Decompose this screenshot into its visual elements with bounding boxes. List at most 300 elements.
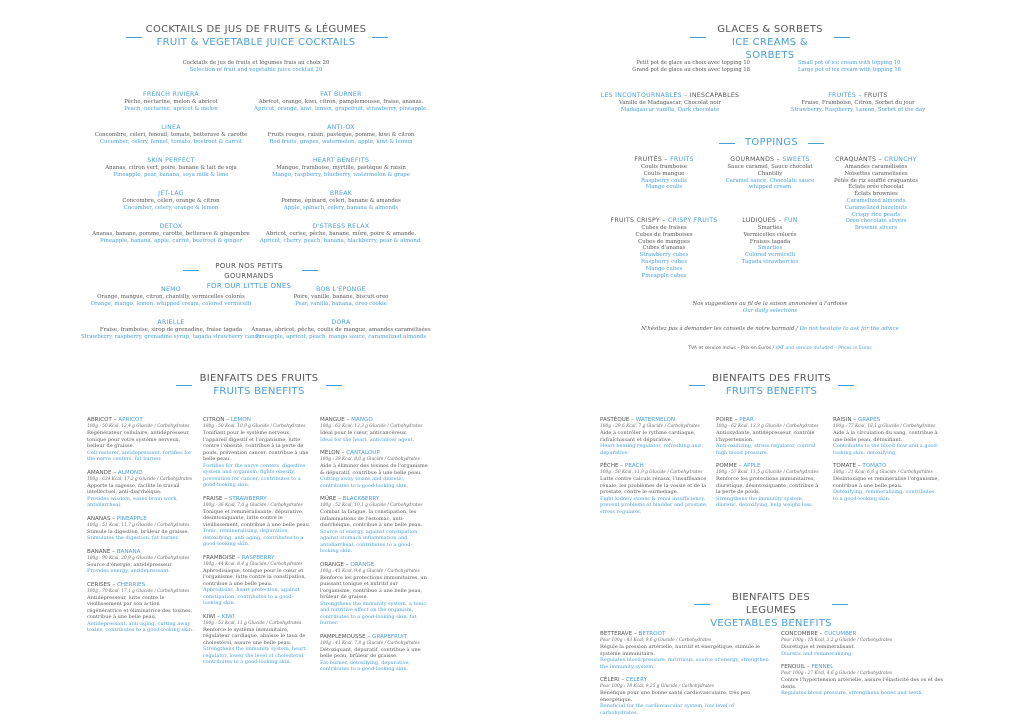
cocktail-item bbox=[246, 223, 436, 245]
vegetable-column bbox=[781, 630, 951, 703]
separator: – bbox=[235, 554, 242, 561]
divider bbox=[719, 143, 735, 144]
benefit-kcal: 100g : 29,6 Kcal, 7 g Glucide / Carbohydrates bbox=[600, 424, 700, 429]
divider bbox=[302, 270, 318, 271]
benefit-kcal: 100g : 50 Kcal, 11,9 g Glucide / Carbohydrates bbox=[600, 470, 703, 475]
benefit-entry bbox=[203, 416, 311, 489]
divider bbox=[808, 143, 824, 144]
kids-fr: Orange, mangue, citron, chantilly, vermicelles colorés bbox=[97, 294, 245, 300]
fruites: FRUITÉS – FRUITS Fraise, Framboise, Citron, Sorbet du jour Strawberry, Raspberry, Lemon, Sorbet of the day bbox=[788, 92, 928, 114]
divider bbox=[690, 37, 706, 38]
topping-title bbox=[609, 156, 719, 164]
topping-line-en: Tagada strawberries bbox=[741, 258, 799, 265]
vegetable-kcal: Pour 100g : 27 Kcal, 4,6 g Glucide / Carbohydrates bbox=[781, 671, 893, 676]
benefit-desc-en: Stimulates the digestion, fat burner. bbox=[87, 535, 179, 541]
cocktail-en: Apricot, cherry, peach, banana, blackberry, pear & almond. bbox=[259, 237, 423, 244]
vegetable-name-fr: CÉLERI bbox=[600, 677, 620, 683]
cocktail-name: FAT BURNER bbox=[320, 91, 362, 98]
benefit-name-fr: POIRE bbox=[716, 417, 733, 423]
topping-line-en: Smarties bbox=[757, 245, 783, 252]
topping-group bbox=[715, 217, 825, 266]
benefit-name-en: APPLE bbox=[743, 463, 761, 469]
topping-line-fr: Éclats brownies bbox=[854, 191, 898, 198]
benefit-entry bbox=[833, 462, 941, 502]
divider bbox=[694, 604, 710, 605]
benefit-kcal: 100g : 36 Kcal, 7,0 g Glucide / Carbohydrates bbox=[203, 502, 303, 508]
benefit-desc-fr: Idéal pour le cœur, anticancéreux. bbox=[320, 430, 408, 436]
separator: – bbox=[774, 156, 783, 163]
cocktail-name: D'STRESS RELAX bbox=[312, 223, 370, 230]
advice-fr: N'hésitez pas à demander les conseils de notre barmaid bbox=[641, 326, 795, 332]
benefit-name-en: TOMATO bbox=[862, 463, 887, 469]
divider bbox=[838, 385, 854, 386]
benefit-kcal: 100g : 57 Kcal, 11,5 g Glucide / Carbohydrates bbox=[716, 470, 819, 475]
benefit-title bbox=[320, 416, 428, 424]
benefit-name-fr: MELON bbox=[320, 450, 340, 456]
cocktail-fr: Pêche, nectarine, melon & abricot bbox=[124, 99, 218, 105]
benefit-title bbox=[716, 462, 824, 470]
benefit-name-fr: MÛRE bbox=[320, 496, 337, 502]
benefit-name-fr: CITRON bbox=[203, 417, 225, 423]
topping-line-fr: Cubes de framboises bbox=[635, 231, 693, 238]
divider bbox=[834, 37, 850, 38]
benefit-kcal: 100g : 52 Kcal, 10,1 g Glucide / Carbohydrates bbox=[320, 503, 423, 508]
benefit-name-fr: RAISIN bbox=[833, 417, 852, 423]
benefit-name-en: ALMOND bbox=[117, 469, 143, 476]
benefit-desc-fr: Détoxiquant, dépuratif, contribue à une belle peau, brûleur de graisse. bbox=[320, 646, 421, 659]
benefit-name-en: CHERRIES bbox=[116, 581, 146, 588]
cocktail-en: Apple, spinach, celery, banana & almonds bbox=[283, 204, 399, 211]
fruits-line-fr: Fraise, Framboise, Citron, Sorbet du jour bbox=[801, 100, 915, 106]
benefit-desc-fr: Tonique et reminéralisante, dépurative, désintoxiquante, lutte contre le vieillissement, contribue à une belle peau. bbox=[203, 508, 311, 528]
cocktail-name: ANTI-OX bbox=[327, 124, 355, 131]
benefit-name-fr: FRAISE bbox=[203, 495, 223, 502]
benefit-desc-fr: Source d'énergie, antidépresseur. bbox=[87, 561, 173, 568]
kids-name: ARIELLE bbox=[157, 319, 185, 326]
separator: – bbox=[660, 217, 668, 224]
topping-line-fr: Coulis mangue bbox=[643, 170, 685, 177]
vegetable-entry bbox=[781, 630, 951, 657]
cocktails-title-fr: COCKTAILS DE JUS DE FRUITS & LÉGUMES bbox=[145, 24, 367, 35]
benefit-name-en: GRAPEFRUIT bbox=[372, 633, 408, 640]
cocktail-fr: Fruits rouges, raisin, pastèque, pomme, kiwi & citron bbox=[267, 132, 415, 138]
incontournables: LES INCONTOURNABLES – INESCAPABLES Vanille de Madagascar, Chocolat noir Madagascar vanilla, Dark chocolate bbox=[600, 92, 740, 113]
separator: – bbox=[851, 417, 858, 423]
vegetable-title bbox=[600, 630, 770, 638]
topping-title-fr: CRAQUANTS bbox=[835, 156, 877, 163]
benefit-desc-fr: Combat la fatigue, la constipation, les inflammations de l'estomac, anti-diarrhéique, contribue à une belle peau. bbox=[320, 509, 423, 528]
fruits-benefits-heading-2 bbox=[705, 372, 838, 398]
separator: – bbox=[776, 217, 785, 224]
benefit-desc-en: Detoxifying, remineralizing, contributes to a good-looking skin. bbox=[833, 489, 935, 502]
topping-line-fr: Vermicelles colorés bbox=[743, 231, 797, 238]
benefit-entry bbox=[203, 495, 311, 548]
benefit-desc-en: Source of energy, against constipation, against stomach inflammation and antidiarrheal, contributes to a good-looking skin. bbox=[320, 528, 419, 554]
benefit-kcal: 100g : 45 Kcal, 9,4 g Glucide / Carbohydrates bbox=[320, 568, 420, 574]
vegetable-kcal: Pour 100g : 15 Kcal, 3,2 g Glucide / Carbohydrates bbox=[781, 638, 893, 643]
vegetable-desc-en: Diuretic and remineralizing. bbox=[781, 650, 853, 657]
benefit-name-en: PEACH bbox=[624, 463, 644, 469]
topping-title-fr: FRUITÉS bbox=[634, 156, 663, 163]
separator: – bbox=[110, 515, 117, 522]
benefit-title bbox=[600, 462, 708, 470]
benefit-title bbox=[203, 495, 311, 503]
benefit-entry bbox=[203, 554, 311, 607]
benefits-title-en-2: FRUITS BENEFITS bbox=[725, 386, 818, 397]
vegetable-name-fr: CONCOMBRE bbox=[781, 631, 818, 637]
benefit-name-fr: PÊCHE bbox=[600, 463, 619, 469]
benefit-entry bbox=[320, 633, 428, 673]
cocktail-item bbox=[76, 190, 266, 212]
topping-group bbox=[715, 156, 825, 191]
benefit-entry bbox=[320, 495, 428, 555]
benefit-name-fr: AMANDE bbox=[87, 469, 112, 476]
benefit-kcal: 100g : 44 Kcal, 8,4 g Glucide / Carbohydrates bbox=[203, 561, 303, 567]
cocktail-name: DETOX bbox=[159, 223, 183, 230]
benefit-name-fr: ANANAS bbox=[87, 515, 111, 522]
topping-line-fr: Pétés de riz soufflé craquantes bbox=[833, 177, 919, 184]
cocktail-fr: Abricot, cerise, pêche, banane, mûre, poire & amande. bbox=[265, 231, 417, 237]
benefit-desc-en: Cell restorer, antidepressant, fortifies for the nerve centers, fat burner. bbox=[87, 449, 192, 462]
benefit-entry bbox=[87, 416, 195, 463]
benefit-kcal: 100g : 70 Kcal, 17,1 g Glucide / Carbohydrates bbox=[87, 588, 190, 594]
benefit-title bbox=[203, 613, 311, 621]
toppings-heading bbox=[735, 136, 808, 149]
benefit-desc-fr: Antioxydante, antidépresseur, contrôle l'hypertension. bbox=[716, 430, 815, 443]
benefit-entry bbox=[716, 462, 824, 509]
tax-fr: TVA et service inclus – Prix en Euros bbox=[688, 346, 772, 351]
benefit-title bbox=[320, 561, 428, 569]
benefit-name-en: STRAWBERRY bbox=[228, 495, 267, 502]
topping-line-en: Crispy rice pearls bbox=[851, 211, 901, 218]
cocktail-fr: Mangue, framboise, myrtille, pastèque & raisin bbox=[276, 165, 406, 171]
separator: – bbox=[817, 631, 825, 637]
topping-line-en: Colored vermicelli bbox=[744, 252, 796, 259]
cocktail-item bbox=[76, 157, 266, 179]
benefit-name-en: ORANGE bbox=[350, 561, 375, 568]
separator: – bbox=[736, 463, 744, 469]
topping-line-en: Caramelized almonds bbox=[846, 197, 906, 204]
topping-line-en: Strawberry cubes bbox=[639, 252, 689, 259]
topping-title-en: CRUNCHY bbox=[884, 156, 917, 163]
vegetable-desc-fr: Bénéfique pour une bonne santé cardiovasculaire, très peu énergétique. bbox=[600, 690, 751, 703]
separator: – bbox=[876, 156, 885, 163]
benefit-column bbox=[833, 416, 941, 508]
benefit-name-en: BANANA bbox=[116, 548, 141, 555]
benefit-desc-en: Fight kidney stones & renal insufficiency, prevent problems of bladder and prostate, stress regulator. bbox=[600, 495, 708, 515]
separator: – bbox=[224, 417, 231, 423]
separator: – bbox=[110, 548, 117, 555]
benefit-entry bbox=[87, 581, 195, 634]
cocktail-item bbox=[246, 91, 436, 113]
kids-en: Pineapple, apricot, peach, mango sauce, caramelized almonds bbox=[255, 333, 427, 340]
benefit-entry bbox=[716, 416, 824, 456]
small-pot-fr: Petit pot de glace au choix avec topping 10 bbox=[636, 60, 750, 66]
benefit-kcal: 100g : 21 Kcal, 6,6 g Glucide / Carbohydrates bbox=[833, 470, 933, 475]
benefit-desc-en: Tonic, remineralising, depurative, detoxifying, anti-aging, contributes to a good-looking skin. bbox=[203, 528, 304, 547]
benefit-column bbox=[600, 416, 708, 521]
separator: – bbox=[215, 613, 222, 620]
kids-item bbox=[76, 319, 266, 341]
benefit-kcal: 100g : 41 Kcal, 7,8 g Glucide / Carbohydrates bbox=[320, 640, 420, 646]
intro-fr: Cocktails de jus de fruits et légumes frais au choix 20 bbox=[182, 60, 330, 66]
legumes-title-fr: BIENFAITS DES LEGUMES bbox=[731, 592, 811, 616]
benefit-desc-fr: Apporte la sagesse, facilite le travail intellectuel, anti-diarrhéique. bbox=[87, 482, 180, 495]
benefit-entry bbox=[600, 462, 708, 515]
incon-line-fr: Vanille de Madagascar, Chocolat noir bbox=[619, 100, 721, 106]
benefit-name-fr: PASTÈQUE bbox=[600, 417, 630, 423]
topping-line-fr: Sauce caramel, Sauce chocolat bbox=[727, 164, 813, 170]
benefit-desc-en: Strengthens the immunity system, a tonic and nutritive effect on the organism, contributes to a good-looking skin, fat burner. bbox=[320, 600, 427, 626]
ice-title-en: ICE CREAMS & SORBETS bbox=[731, 37, 809, 61]
kids-en: Orange, mango, lemon, whipped cream, colored vermicelli bbox=[90, 300, 252, 307]
benefit-desc-fr: Renforce le système immunitaire, régulateur cardiaque, abaisse le taux de cholestérol, assure une belle peau. bbox=[203, 626, 306, 646]
cocktail-item bbox=[76, 124, 266, 146]
benefit-desc-en: Anti-oxidizing, stress regulator, control high blood pressure. bbox=[716, 443, 816, 456]
advice-note: N'hésitez pas à demander les conseils de notre barmaid / Do not hesitate to ask for the advice bbox=[641, 326, 899, 332]
benefit-desc-en: Provides wisdom, eases brain work, antidiarrheal. bbox=[87, 495, 178, 508]
benefit-column bbox=[716, 416, 824, 515]
topping-line-fr: Noisettes caramélisées bbox=[844, 170, 908, 177]
benefit-desc-fr: Régénérateur cellulaire, antidépresseur, tonique pour votre système nerveux, belleur de graisse. bbox=[87, 430, 190, 449]
incon-title-en: INESCAPABLES bbox=[689, 92, 740, 99]
vegetable-name-en: FENNEL bbox=[811, 664, 834, 670]
benefit-name-fr: ABRICOT bbox=[87, 417, 112, 423]
cocktail-name: LINEA bbox=[161, 124, 181, 131]
vegetable-name-en: CUCUMBER bbox=[824, 631, 857, 637]
cocktail-item bbox=[246, 190, 436, 212]
cocktail-fr: Abricot, orange, kiwi, citron, pamplemousse, fraise, ananas. bbox=[258, 99, 424, 105]
divider bbox=[832, 604, 848, 605]
kids-name: NEMO bbox=[161, 286, 181, 293]
vegetable-title bbox=[781, 630, 951, 638]
separator: – bbox=[662, 156, 671, 163]
benefit-name-en: LEMON bbox=[230, 417, 251, 423]
benefit-name-en: RASPBERRY bbox=[241, 554, 275, 561]
vegetable-entry bbox=[600, 630, 770, 670]
benefit-title bbox=[716, 416, 824, 424]
kids-name: BOB L'ÉPONGE bbox=[316, 286, 366, 293]
benefit-desc-en: Aphrodisiac, heart protection, against constipation, contributes to a good-looking skin. bbox=[203, 587, 300, 606]
vegetable-title bbox=[781, 663, 951, 671]
benefits-title-fr: BIENFAITS DES FRUITS bbox=[199, 373, 319, 384]
separator: – bbox=[732, 417, 740, 423]
benefit-title bbox=[87, 469, 195, 477]
separator: – bbox=[222, 495, 229, 502]
kids-en: Pear, vanilla, banana, oreo cookie bbox=[295, 300, 387, 307]
separator: – bbox=[343, 561, 351, 568]
divider bbox=[689, 385, 705, 386]
benefit-kcal: 100g : 77 Kcal, 18,1 g Glucide / Carbohydrates bbox=[833, 424, 936, 429]
vegetable-column bbox=[600, 630, 770, 722]
benefit-column bbox=[203, 416, 311, 672]
benefit-name-en: MANGO bbox=[351, 417, 373, 423]
benefit-kcal: 100g : 39 Kcal, 8,0 g Glucide / Carbohydrates bbox=[320, 457, 420, 462]
topping-line-fr: Coulis framboise bbox=[640, 164, 688, 170]
fruits-line-en: Strawberry, Raspberry, Lemon, Sorbet of the day bbox=[790, 106, 926, 113]
benefit-title bbox=[87, 416, 195, 424]
topping-title-fr: GOURMANDS bbox=[730, 156, 775, 163]
fruits-title-en: FRUITS bbox=[864, 92, 888, 99]
separator: – bbox=[344, 417, 352, 423]
benefit-kcal: 100g : 50 Kcal, 10,9 g Glucide / Carbohydrates bbox=[203, 424, 306, 429]
vegetables-heading bbox=[710, 591, 832, 630]
kids-fr: Ananas, abricot, pêche, coulis de mangue, amandes caramélisées bbox=[251, 327, 431, 333]
kids-item bbox=[246, 286, 436, 308]
note-en: Our daily selections bbox=[742, 307, 798, 314]
benefit-desc-fr: Tonifiant pour le système nerveux, l'appareil digestif et l'organisme, lutte contre l'obésité, contribue à la perte de poids, prévention cancer, contribue à une belle peau. bbox=[203, 430, 309, 462]
cocktail-fr: Concombre, céleri, fenouil, tomate, betterave & carotte bbox=[94, 132, 248, 138]
cocktail-en: Pineapple, pear, banana, soya milk & lime bbox=[113, 171, 229, 178]
benefit-name-fr: POMME bbox=[716, 463, 737, 469]
vegetable-desc-fr: Diurétique et reminéralisant. bbox=[781, 644, 856, 650]
vegetable-name-fr: BETTERAVE bbox=[600, 631, 633, 637]
benefit-column bbox=[320, 416, 428, 679]
cocktail-fr: Ananas, banane, pomme, carotte, betterave & gingembre bbox=[92, 231, 250, 237]
benefit-name-en: BLACKBERRY bbox=[342, 496, 380, 502]
benefit-entry bbox=[203, 613, 311, 666]
topping-title-fr: LUDIQUES bbox=[742, 217, 777, 224]
vegetable-title bbox=[600, 676, 770, 684]
benefit-kcal: 100g : 90 Kcal, 20,9 g Glucide / Carbohydrates bbox=[87, 555, 190, 561]
incon-title-fr: LES INCONTOURNABLES bbox=[600, 92, 682, 99]
benefit-title bbox=[320, 633, 428, 641]
tax-note: TVA et service inclus – Prix en Euros / VAT and service included – Prices in Euros bbox=[688, 346, 872, 351]
incon-line-en: Madagascar vanilla, Dark chocolate bbox=[620, 106, 720, 113]
topping-title-en: SWEETS bbox=[782, 156, 810, 163]
benefit-entry bbox=[320, 416, 428, 443]
large-pot-fr: Grand pot de glace au choix avec topping 18 bbox=[632, 66, 750, 73]
benefit-name-en: GRAPES bbox=[857, 417, 881, 423]
benefit-name-en: WATERMELON bbox=[635, 417, 676, 423]
cocktails-title-en: FRUIT & VEGETABLE JUICE COCKTAILS bbox=[156, 37, 356, 48]
vegetable-name-en: CELERY bbox=[626, 677, 648, 683]
benefit-desc-fr: Stimule la digestion, brûleur de graisse. bbox=[87, 528, 190, 535]
topping-line-en: Brownie slivers bbox=[854, 225, 898, 232]
cocktail-name: HEART BENEFITS bbox=[312, 157, 370, 164]
benefit-title bbox=[833, 462, 941, 470]
benefit-desc-en: Fortifies for the nerve centers, digestive system and organism, fights obesity, prevention for cancer, contributes to a good-looking skin. bbox=[203, 462, 306, 488]
separator: – bbox=[618, 463, 625, 469]
benefit-desc-en: Fat burner, detoxifying, depurative, contributes to a good-looking skin. bbox=[320, 659, 411, 672]
benefit-name-fr: FRAMBOISE bbox=[203, 554, 236, 561]
cocktails-intro bbox=[150, 60, 362, 74]
topping-title-en: FRUITS bbox=[670, 156, 694, 163]
benefit-name-en: APRICOT bbox=[118, 417, 143, 423]
divider bbox=[176, 385, 192, 386]
topping-line-en: whipped cream bbox=[748, 184, 792, 191]
benefit-title bbox=[320, 449, 428, 457]
cocktail-name: SKIN PERFECT bbox=[147, 157, 195, 164]
benefit-entry bbox=[87, 515, 195, 542]
divider bbox=[326, 385, 342, 386]
benefit-entry bbox=[600, 416, 708, 456]
topping-title bbox=[821, 156, 931, 164]
cocktail-name: FRENCH RIVIERA bbox=[143, 91, 199, 98]
vegetable-kcal: Pour 100g : 43 Kcal, 9,6 g Glucide / Carbohydrates bbox=[600, 638, 712, 643]
benefits-title-en: FRUITS BENEFITS bbox=[213, 386, 305, 397]
benefit-desc-en: Cutting away toxins and diuretic, contributes to a good-looking skin. bbox=[320, 476, 409, 489]
topping-line-en: Caramel sauce, Chocolate sauce bbox=[725, 177, 815, 184]
cocktail-name: JET-LAG bbox=[158, 190, 184, 197]
cocktail-item bbox=[246, 157, 436, 179]
topping-line-en: Pineapple cubes bbox=[641, 272, 687, 279]
vegetable-name-en: BETROOT bbox=[638, 631, 666, 637]
benefit-desc-fr: Antidépresseur, lutte contre le vieillissement par son action régénératrice et éliminatrice des toxines, contribue à une belle peau. bbox=[87, 594, 193, 620]
benefit-desc-en: Strengthens the immunity system, diuretic, detoxifying, help weight loss. bbox=[716, 495, 814, 508]
tax-en: VAT and service included – Prices in Euros bbox=[775, 346, 872, 351]
vegetable-entry bbox=[781, 663, 951, 697]
cocktail-item bbox=[246, 124, 436, 146]
kids-item bbox=[246, 319, 436, 341]
topping-title bbox=[715, 217, 825, 225]
topping-line-fr: Fraises tagada bbox=[749, 238, 791, 245]
benefit-kcal: 100g : 50 Kcal, 12,4 g Glucide / Carbohydrates bbox=[87, 424, 190, 429]
cocktail-en: Cucumber, celery, orange & lemon bbox=[123, 204, 219, 211]
separator: – bbox=[110, 581, 117, 588]
cocktail-fr: Concombre, céleri, orange & citron bbox=[122, 198, 220, 204]
benefit-desc-en: Provides energy, antidepressant. bbox=[87, 568, 171, 574]
cocktail-item bbox=[76, 223, 266, 245]
kids-en: Strawberry, raspberry, grenadine syrup, tagada strawberry candy bbox=[80, 333, 262, 340]
cocktail-fr: Ananas, citron vert, poire, banane & lait de soja bbox=[105, 165, 237, 171]
ice-title-fr: GLACES & SORBETS bbox=[717, 24, 823, 35]
benefit-kcal: 100g : 62 Kcal, 13,3 g Glucide / Carbohydrates bbox=[716, 424, 819, 429]
topping-line-fr: Cubes de fraises bbox=[641, 225, 687, 231]
kids-title-en: FOR OUR LITTLE ONES bbox=[206, 282, 292, 290]
kids-fr: Poire, vanille, banane, biscuit oreo bbox=[293, 294, 389, 300]
benefit-title bbox=[87, 515, 195, 523]
vegetable-desc-fr: Contre l'hypertension artérielle, assure l'élasticité des os et des dents. bbox=[781, 677, 944, 690]
vegetable-desc-en: Regulates blood pressure, strengthens bones and teeth. bbox=[781, 690, 924, 696]
ice-heading bbox=[706, 23, 834, 62]
benefit-desc-en: Heart beating regulator, refreshing and depurative. bbox=[600, 443, 701, 456]
benefit-name-fr: PAMPLEMOUSSE bbox=[320, 633, 366, 640]
benefit-kcal: 100g : 51 Kcal, 11,7 g Glucide / Carbohydrates bbox=[87, 522, 190, 528]
fruits-title-fr: FRUITÉS bbox=[828, 92, 857, 99]
topping-title-fr: FRUITS CRISPY bbox=[610, 217, 661, 224]
vegetable-desc-en: Regulates blood pressure, nutritious, source of energy, strengthen the immunity system. bbox=[600, 657, 769, 670]
topping-line-fr: Chantilly bbox=[757, 170, 783, 177]
separator: – bbox=[856, 463, 863, 469]
separator: – bbox=[619, 677, 626, 683]
benefit-desc-fr: Aide à contrôler le rythme cardiaque, rafraîchissant et dépurative. bbox=[600, 430, 696, 443]
benefit-desc-en: Antidepressant, anti-aging, cutting away toxins, contributes to a good-looking skin. bbox=[87, 620, 194, 633]
legumes-title-en: VEGETABLES BENEFITS bbox=[710, 618, 832, 629]
benefit-title bbox=[203, 554, 311, 562]
benefit-kcal: 100g : 634 Kcal, 17,2 g Glucide / Carbohydrates bbox=[87, 476, 193, 482]
topping-line-en: Raspberry coulis bbox=[640, 177, 688, 184]
benefit-kcal: 100g : 63 Kcal, 13,3 g Glucide / Carbohydrates bbox=[320, 424, 423, 429]
fruits-benefits-heading bbox=[192, 372, 326, 398]
cocktail-fr: Pomme, épinard, céleri, banane & amandes bbox=[281, 198, 401, 204]
cocktail-en: Pineapple, banana, apple, carrot, beetroot & ginger bbox=[100, 237, 242, 244]
cocktail-en: Cucumber, celery, fennel, tomato, beetroot & carrot bbox=[99, 138, 242, 145]
cocktail-name: BREAK bbox=[329, 190, 353, 197]
benefit-name-fr: TOMATE bbox=[833, 463, 856, 469]
benefit-title bbox=[87, 548, 195, 556]
benefit-name-fr: BANANE bbox=[87, 548, 111, 555]
benefit-name-en: PEAR bbox=[739, 417, 754, 423]
separator: – bbox=[632, 631, 639, 637]
benefit-title bbox=[600, 416, 708, 424]
vegetable-entry bbox=[600, 676, 770, 716]
separator: – bbox=[629, 417, 636, 423]
benefit-desc-fr: Aide à éliminer des toxines de l'organisme & dépuratif, contribue à une belle peau. bbox=[320, 463, 428, 476]
benefit-name-fr: CERISES bbox=[87, 581, 111, 588]
toppings-title: TOPPINGS bbox=[745, 137, 798, 148]
topping-line-fr: Éclats oréo chocolat bbox=[848, 184, 904, 191]
